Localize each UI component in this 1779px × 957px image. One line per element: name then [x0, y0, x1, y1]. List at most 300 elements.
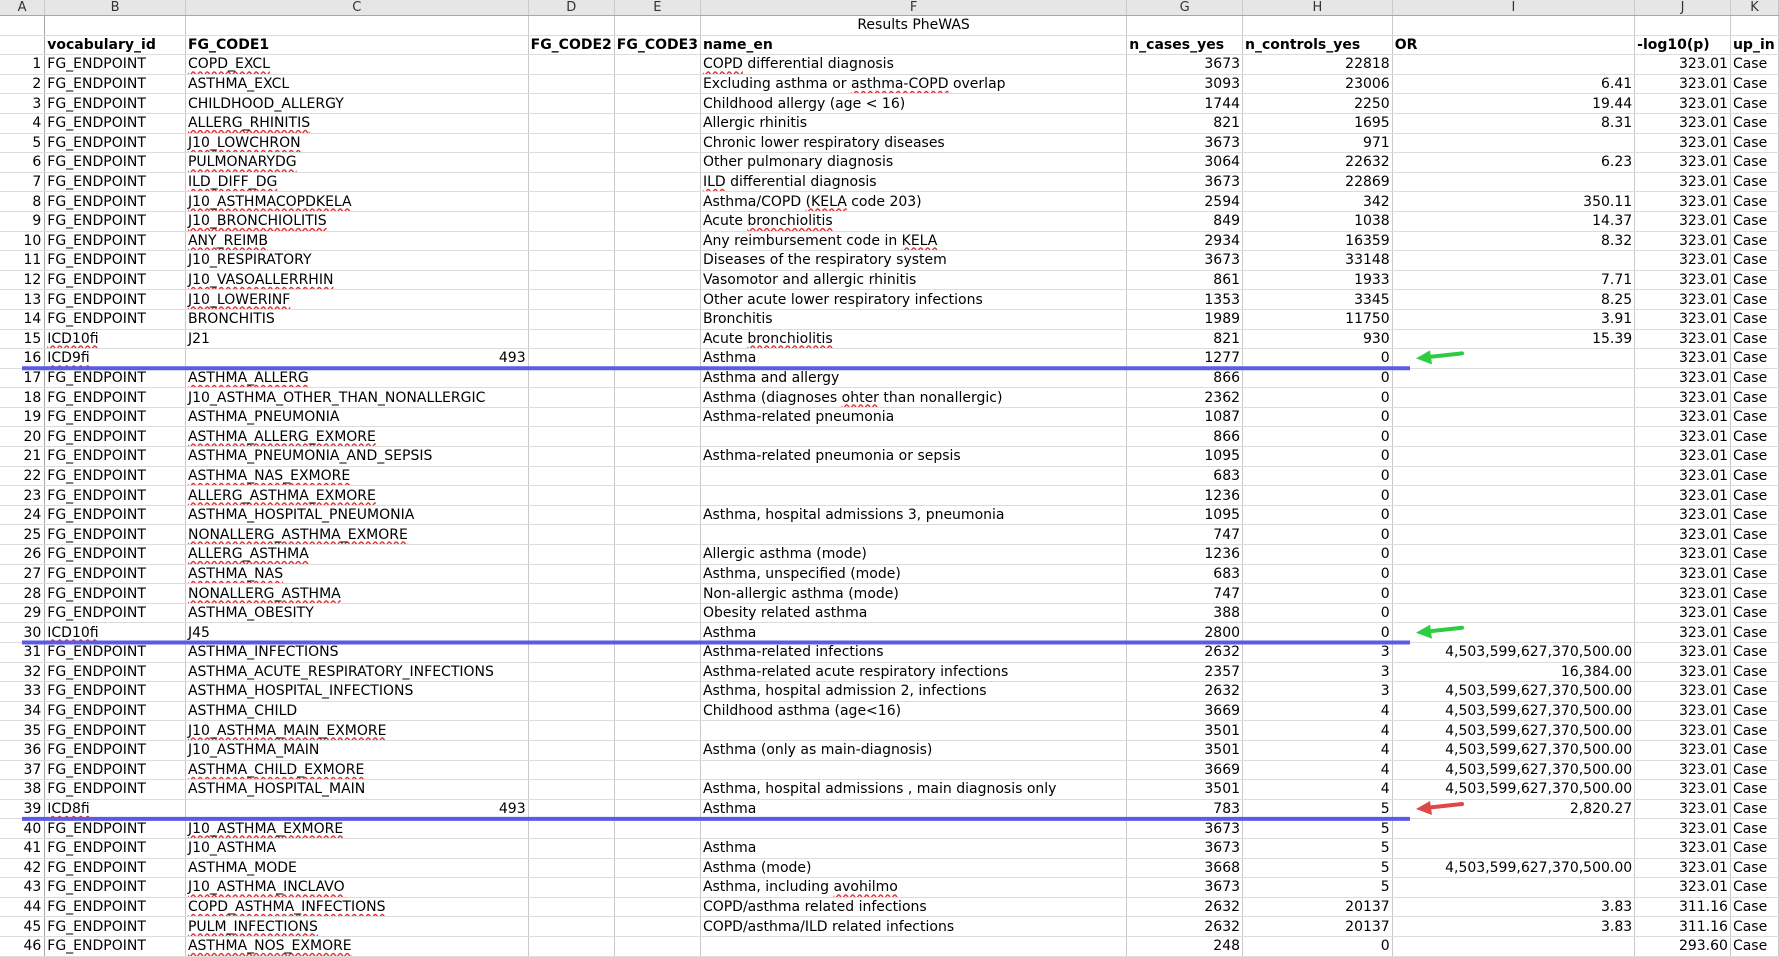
cell[interactable]: 323.01 [1635, 368, 1731, 388]
cell[interactable]: 0 [1243, 584, 1393, 604]
cell[interactable] [614, 760, 700, 780]
cell[interactable]: FG_ENDPOINT [45, 819, 186, 839]
cell[interactable]: FG_ENDPOINT [45, 603, 186, 623]
sheet-title[interactable]: Results PheWAS [700, 16, 1126, 36]
row-number[interactable]: 23 [0, 486, 45, 506]
cell[interactable]: 849 [1127, 211, 1243, 231]
cell[interactable]: FG_ENDPOINT [45, 407, 186, 427]
cell[interactable]: ASTHMA_NAS [185, 564, 528, 584]
cell[interactable]: 323.01 [1635, 113, 1731, 133]
cell[interactable]: 3669 [1127, 760, 1243, 780]
cell[interactable] [528, 466, 614, 486]
cell[interactable]: 1933 [1243, 270, 1393, 290]
cell[interactable] [528, 643, 614, 663]
cell[interactable]: Case [1730, 545, 1778, 565]
cell[interactable]: 342 [1243, 192, 1393, 212]
row-number[interactable]: 2 [0, 74, 45, 94]
cell[interactable]: FG_ENDPOINT [45, 917, 186, 937]
cell[interactable]: Case [1730, 55, 1778, 75]
cell[interactable]: FG_ENDPOINT [45, 564, 186, 584]
cell[interactable]: Case [1730, 427, 1778, 447]
row-number[interactable]: 26 [0, 545, 45, 565]
cell[interactable]: 2362 [1127, 388, 1243, 408]
cell[interactable] [528, 545, 614, 565]
cell[interactable]: J10_BRONCHIOLITIS [185, 211, 528, 231]
cell[interactable]: Case [1730, 505, 1778, 525]
cell[interactable]: J10_ASTHMA_INCLAVO [185, 878, 528, 898]
cell[interactable] [614, 623, 700, 643]
cell[interactable]: FG_ENDPOINT [45, 662, 186, 682]
cell[interactable]: FG_ENDPOINT [45, 94, 186, 114]
cell[interactable]: 5 [1243, 838, 1393, 858]
row-number[interactable]: 21 [0, 447, 45, 467]
cell[interactable]: FG_ENDPOINT [45, 838, 186, 858]
cell[interactable] [614, 819, 700, 839]
cell[interactable]: 5 [1243, 878, 1393, 898]
row-number[interactable]: 40 [0, 819, 45, 839]
cell[interactable]: Case [1730, 329, 1778, 349]
cell[interactable] [528, 133, 614, 153]
cell[interactable]: 323.01 [1635, 231, 1731, 251]
cell[interactable]: Case [1730, 662, 1778, 682]
cell[interactable]: 323.01 [1635, 329, 1731, 349]
cell[interactable] [528, 309, 614, 329]
cell[interactable] [528, 231, 614, 251]
cell[interactable]: 866 [1127, 368, 1243, 388]
cell[interactable]: 311.16 [1635, 917, 1731, 937]
cell[interactable]: 4,503,599,627,370,500.00 [1392, 780, 1634, 800]
cell[interactable]: 3501 [1127, 780, 1243, 800]
cell[interactable]: 16,384.00 [1392, 662, 1634, 682]
cell[interactable]: ASTHMA_ALLERG_EXMORE [185, 427, 528, 447]
cell[interactable] [1243, 16, 1393, 36]
cell[interactable]: Asthma, hospital admissions 3, pneumonia [700, 505, 1126, 525]
cell[interactable]: 3 [1243, 682, 1393, 702]
cell[interactable]: 22632 [1243, 153, 1393, 173]
cell[interactable] [614, 94, 700, 114]
cell[interactable] [614, 427, 700, 447]
cell[interactable]: Case [1730, 407, 1778, 427]
column-header-f[interactable]: F [700, 0, 1126, 16]
cell[interactable]: 493 [185, 799, 528, 819]
cell[interactable] [1392, 55, 1634, 75]
cell[interactable] [614, 388, 700, 408]
row-number[interactable]: 44 [0, 897, 45, 917]
row-number[interactable]: 12 [0, 270, 45, 290]
cell[interactable] [528, 270, 614, 290]
cell[interactable] [528, 290, 614, 310]
cell[interactable]: Asthma, including avohilmo [700, 878, 1126, 898]
cell[interactable] [528, 701, 614, 721]
cell[interactable]: PULM_INFECTIONS [185, 917, 528, 937]
row-number[interactable]: 19 [0, 407, 45, 427]
cell[interactable]: ALLERG_ASTHMA [185, 545, 528, 565]
cell[interactable]: 3.91 [1392, 309, 1634, 329]
cell[interactable]: 323.01 [1635, 251, 1731, 271]
cell[interactable]: 3093 [1127, 74, 1243, 94]
cell[interactable] [528, 388, 614, 408]
cell[interactable]: 3.83 [1392, 917, 1634, 937]
cell[interactable]: 323.01 [1635, 466, 1731, 486]
cell[interactable]: 1095 [1127, 447, 1243, 467]
cell[interactable]: FG_ENDPOINT [45, 309, 186, 329]
cell[interactable]: 683 [1127, 564, 1243, 584]
cell[interactable]: Case [1730, 584, 1778, 604]
cell[interactable]: 4,503,599,627,370,500.00 [1392, 721, 1634, 741]
cell[interactable] [614, 74, 700, 94]
cell[interactable] [528, 192, 614, 212]
row-number[interactable]: 30 [0, 623, 45, 643]
cell[interactable]: 323.01 [1635, 643, 1731, 663]
row-number[interactable]: 41 [0, 838, 45, 858]
cell[interactable]: ASTHMA_ALLERG [185, 368, 528, 388]
cell[interactable]: Case [1730, 172, 1778, 192]
cell[interactable]: FG_ENDPOINT [45, 74, 186, 94]
cell[interactable] [614, 682, 700, 702]
cell[interactable]: FG_ENDPOINT [45, 760, 186, 780]
cell[interactable]: Case [1730, 349, 1778, 369]
column-header-i[interactable]: I [1392, 0, 1634, 16]
cell[interactable]: Chronic lower respiratory diseases [700, 133, 1126, 153]
cell[interactable]: 2,820.27 [1392, 799, 1634, 819]
cell[interactable]: FG_ENDPOINT [45, 290, 186, 310]
cell[interactable] [614, 231, 700, 251]
cell[interactable]: Asthma [700, 838, 1126, 858]
cell[interactable]: NONALLERG_ASTHMA_EXMORE [185, 525, 528, 545]
row-number[interactable]: 6 [0, 153, 45, 173]
cell[interactable]: Case [1730, 936, 1778, 956]
cell[interactable]: Obesity related asthma [700, 603, 1126, 623]
cell[interactable]: 323.01 [1635, 819, 1731, 839]
cell[interactable]: 783 [1127, 799, 1243, 819]
row-number[interactable]: 24 [0, 505, 45, 525]
cell[interactable] [614, 662, 700, 682]
cell[interactable]: FG_ENDPOINT [45, 505, 186, 525]
cell[interactable]: 1087 [1127, 407, 1243, 427]
cell[interactable]: 323.01 [1635, 133, 1731, 153]
cell[interactable] [614, 721, 700, 741]
cell[interactable] [1392, 936, 1634, 956]
cell[interactable]: 1236 [1127, 545, 1243, 565]
cell[interactable]: 323.01 [1635, 623, 1731, 643]
cell[interactable]: FG_ENDPOINT [45, 740, 186, 760]
row-number[interactable]: 31 [0, 643, 45, 663]
cell[interactable]: ASTHMA_PNEUMONIA [185, 407, 528, 427]
cell[interactable]: FG_ENDPOINT [45, 270, 186, 290]
cell[interactable] [700, 427, 1126, 447]
cell[interactable]: 323.01 [1635, 94, 1731, 114]
cell[interactable] [528, 858, 614, 878]
cell[interactable]: Asthma and allergy [700, 368, 1126, 388]
row-number[interactable]: 20 [0, 427, 45, 447]
cell[interactable]: 821 [1127, 113, 1243, 133]
cell[interactable]: Asthma, hospital admission 2, infections [700, 682, 1126, 702]
cell[interactable]: FG_ENDPOINT [45, 584, 186, 604]
cell[interactable]: 3668 [1127, 858, 1243, 878]
cell[interactable]: Asthma-related pneumonia [700, 407, 1126, 427]
cell[interactable]: 4,503,599,627,370,500.00 [1392, 760, 1634, 780]
cell[interactable]: COPD differential diagnosis [700, 55, 1126, 75]
column-header-k[interactable]: K [1730, 0, 1778, 16]
cell[interactable]: 323.01 [1635, 192, 1731, 212]
cell[interactable] [700, 466, 1126, 486]
cell[interactable] [528, 407, 614, 427]
cell[interactable]: 323.01 [1635, 662, 1731, 682]
cell[interactable] [1392, 603, 1634, 623]
column-header-j[interactable]: J [1635, 0, 1731, 16]
row-number[interactable]: 32 [0, 662, 45, 682]
cell[interactable]: 0 [1243, 368, 1393, 388]
cell[interactable]: Any reimbursement code in KELA [700, 231, 1126, 251]
cell[interactable]: 20137 [1243, 917, 1393, 937]
cell[interactable]: ASTHMA_PNEUMONIA_AND_SEPSIS [185, 447, 528, 467]
cell[interactable]: BRONCHITIS [185, 309, 528, 329]
cell[interactable]: 0 [1243, 505, 1393, 525]
cell[interactable] [528, 486, 614, 506]
cell[interactable]: 323.01 [1635, 447, 1731, 467]
cell[interactable]: 388 [1127, 603, 1243, 623]
row-number[interactable]: 10 [0, 231, 45, 251]
cell[interactable] [1392, 16, 1634, 36]
cell[interactable]: 323.01 [1635, 545, 1731, 565]
cell[interactable]: 1277 [1127, 349, 1243, 369]
cell[interactable]: 23006 [1243, 74, 1393, 94]
cell[interactable]: 323.01 [1635, 349, 1731, 369]
cell[interactable] [614, 153, 700, 173]
cell[interactable] [528, 799, 614, 819]
cell[interactable]: Case [1730, 525, 1778, 545]
row-number[interactable] [0, 16, 45, 36]
cell[interactable] [614, 270, 700, 290]
cell[interactable] [614, 55, 700, 75]
cell[interactable] [1392, 407, 1634, 427]
cell[interactable]: FG_ENDPOINT [45, 388, 186, 408]
cell[interactable]: Case [1730, 447, 1778, 467]
cell[interactable] [1392, 368, 1634, 388]
cell[interactable]: Case [1730, 564, 1778, 584]
cell[interactable] [528, 780, 614, 800]
cell[interactable] [1392, 486, 1634, 506]
cell[interactable]: J10_RESPIRATORY [185, 251, 528, 271]
field-header[interactable]: name_en [700, 35, 1126, 55]
cell[interactable]: ICD10fi [45, 329, 186, 349]
cell[interactable] [528, 603, 614, 623]
cell[interactable]: 0 [1243, 564, 1393, 584]
cell[interactable]: Case [1730, 74, 1778, 94]
cell[interactable] [528, 349, 614, 369]
cell[interactable]: 248 [1127, 936, 1243, 956]
cell[interactable]: Case [1730, 917, 1778, 937]
cell[interactable]: ICD10fi [45, 623, 186, 643]
cell[interactable]: Asthma-related infections [700, 643, 1126, 663]
row-number[interactable]: 34 [0, 701, 45, 721]
cell[interactable]: 861 [1127, 270, 1243, 290]
cell[interactable]: J10_ASTHMA [185, 838, 528, 858]
cell[interactable] [528, 427, 614, 447]
cell[interactable]: FG_ENDPOINT [45, 936, 186, 956]
cell[interactable]: Case [1730, 623, 1778, 643]
cell[interactable]: ICD9fi [45, 349, 186, 369]
cell[interactable]: ILD_DIFF_DG [185, 172, 528, 192]
cell[interactable]: Acute bronchiolitis [700, 211, 1126, 231]
cell[interactable]: 311.16 [1635, 897, 1731, 917]
cell[interactable]: FG_ENDPOINT [45, 545, 186, 565]
cell[interactable]: 2250 [1243, 94, 1393, 114]
cell[interactable] [614, 525, 700, 545]
cell[interactable] [614, 740, 700, 760]
row-number[interactable]: 42 [0, 858, 45, 878]
cell[interactable]: Excluding asthma or asthma-COPD overlap [700, 74, 1126, 94]
cell[interactable]: Bronchitis [700, 309, 1126, 329]
cell[interactable]: 16359 [1243, 231, 1393, 251]
cell[interactable] [528, 16, 614, 36]
cell[interactable] [614, 486, 700, 506]
cell[interactable]: Allergic rhinitis [700, 113, 1126, 133]
row-number[interactable]: 22 [0, 466, 45, 486]
row-number[interactable]: 17 [0, 368, 45, 388]
cell[interactable]: 821 [1127, 329, 1243, 349]
cell[interactable]: Childhood allergy (age < 16) [700, 94, 1126, 114]
cell[interactable]: FG_ENDPOINT [45, 682, 186, 702]
cell[interactable]: 4,503,599,627,370,500.00 [1392, 643, 1634, 663]
cell[interactable]: Asthma [700, 799, 1126, 819]
cell[interactable] [1392, 584, 1634, 604]
cell[interactable]: J10_ASTHMA_MAIN [185, 740, 528, 760]
cell[interactable]: 5 [1243, 858, 1393, 878]
cell[interactable]: ASTHMA_HOSPITAL_PNEUMONIA [185, 505, 528, 525]
cell[interactable]: 15.39 [1392, 329, 1634, 349]
cell[interactable] [614, 192, 700, 212]
row-number[interactable]: 7 [0, 172, 45, 192]
cell[interactable] [1730, 16, 1778, 36]
cell[interactable]: Allergic asthma (mode) [700, 545, 1126, 565]
cell[interactable]: ANY_REIMB [185, 231, 528, 251]
cell[interactable] [614, 878, 700, 898]
cell[interactable] [528, 368, 614, 388]
cell[interactable]: 0 [1243, 447, 1393, 467]
cell[interactable]: 3669 [1127, 701, 1243, 721]
cell[interactable]: Case [1730, 231, 1778, 251]
cell[interactable]: 323.01 [1635, 309, 1731, 329]
cell[interactable] [614, 290, 700, 310]
cell[interactable] [1392, 838, 1634, 858]
cell[interactable]: Case [1730, 799, 1778, 819]
cell[interactable]: 0 [1243, 427, 1393, 447]
cell[interactable] [528, 113, 614, 133]
cell[interactable]: 4 [1243, 780, 1393, 800]
cell[interactable]: 8.32 [1392, 231, 1634, 251]
cell[interactable]: 323.01 [1635, 760, 1731, 780]
cell[interactable]: 323.01 [1635, 721, 1731, 741]
cell[interactable]: 323.01 [1635, 525, 1731, 545]
cell[interactable]: Case [1730, 251, 1778, 271]
cell[interactable] [1392, 564, 1634, 584]
cell[interactable]: Asthma-related acute respiratory infections [700, 662, 1126, 682]
row-number[interactable]: 38 [0, 780, 45, 800]
cell[interactable] [1392, 251, 1634, 271]
cell[interactable]: Acute bronchiolitis [700, 329, 1126, 349]
cell[interactable] [700, 936, 1126, 956]
cell[interactable]: FG_ENDPOINT [45, 231, 186, 251]
cell[interactable]: Case [1730, 270, 1778, 290]
row-number[interactable]: 4 [0, 113, 45, 133]
cell[interactable]: 0 [1243, 486, 1393, 506]
cell[interactable]: ASTHMA_HOSPITAL_MAIN [185, 780, 528, 800]
cell[interactable] [700, 525, 1126, 545]
cell[interactable]: 2632 [1127, 643, 1243, 663]
cell[interactable]: 323.01 [1635, 838, 1731, 858]
cell[interactable]: 0 [1243, 349, 1393, 369]
cell[interactable] [528, 740, 614, 760]
cell[interactable]: ALLERG_ASTHMA_EXMORE [185, 486, 528, 506]
cell[interactable]: 3673 [1127, 819, 1243, 839]
row-number[interactable]: 39 [0, 799, 45, 819]
cell[interactable]: FG_ENDPOINT [45, 153, 186, 173]
row-number[interactable]: 9 [0, 211, 45, 231]
cell[interactable]: Asthma [700, 623, 1126, 643]
row-number[interactable]: 45 [0, 917, 45, 937]
cell[interactable] [528, 819, 614, 839]
cell[interactable]: Case [1730, 878, 1778, 898]
field-header[interactable]: vocabulary_id [45, 35, 186, 55]
cell[interactable]: 22818 [1243, 55, 1393, 75]
cell[interactable] [614, 780, 700, 800]
cell[interactable] [1392, 447, 1634, 467]
cell[interactable]: 3.83 [1392, 897, 1634, 917]
row-number[interactable]: 11 [0, 251, 45, 271]
cell[interactable] [528, 172, 614, 192]
cell[interactable] [528, 55, 614, 75]
cell[interactable]: 4 [1243, 701, 1393, 721]
cell[interactable]: Case [1730, 858, 1778, 878]
cell[interactable] [614, 564, 700, 584]
field-header[interactable]: FG_CODE2 [528, 35, 614, 55]
cell[interactable]: FG_ENDPOINT [45, 172, 186, 192]
cell[interactable] [700, 819, 1126, 839]
cell[interactable] [1392, 172, 1634, 192]
cell[interactable]: 20137 [1243, 897, 1393, 917]
field-header[interactable]: FG_CODE3 [614, 35, 700, 55]
cell[interactable]: Other acute lower respiratory infections [700, 290, 1126, 310]
cell[interactable]: Case [1730, 388, 1778, 408]
cell[interactable]: 323.01 [1635, 211, 1731, 231]
cell[interactable]: 6.23 [1392, 153, 1634, 173]
column-header-c[interactable]: C [185, 0, 528, 16]
cell[interactable]: Vasomotor and allergic rhinitis [700, 270, 1126, 290]
row-number[interactable]: 33 [0, 682, 45, 702]
cell[interactable]: 5 [1243, 799, 1393, 819]
cell[interactable]: 323.01 [1635, 682, 1731, 702]
cell[interactable]: 323.01 [1635, 427, 1731, 447]
cell[interactable]: 323.01 [1635, 55, 1731, 75]
cell[interactable]: 33148 [1243, 251, 1393, 271]
cell[interactable] [614, 447, 700, 467]
row-number[interactable]: 14 [0, 309, 45, 329]
cell[interactable]: Case [1730, 760, 1778, 780]
cell[interactable]: 1353 [1127, 290, 1243, 310]
cell[interactable]: Case [1730, 113, 1778, 133]
field-header[interactable]: up_in [1730, 35, 1778, 55]
cell[interactable]: Asthma [700, 349, 1126, 369]
cell[interactable]: 3673 [1127, 55, 1243, 75]
cell[interactable]: ASTHMA_CHILD_EXMORE [185, 760, 528, 780]
cell[interactable] [614, 838, 700, 858]
cell[interactable]: 323.01 [1635, 290, 1731, 310]
row-number[interactable]: 37 [0, 760, 45, 780]
cell[interactable]: NONALLERG_ASTHMA [185, 584, 528, 604]
cell[interactable]: 866 [1127, 427, 1243, 447]
cell[interactable]: 323.01 [1635, 603, 1731, 623]
